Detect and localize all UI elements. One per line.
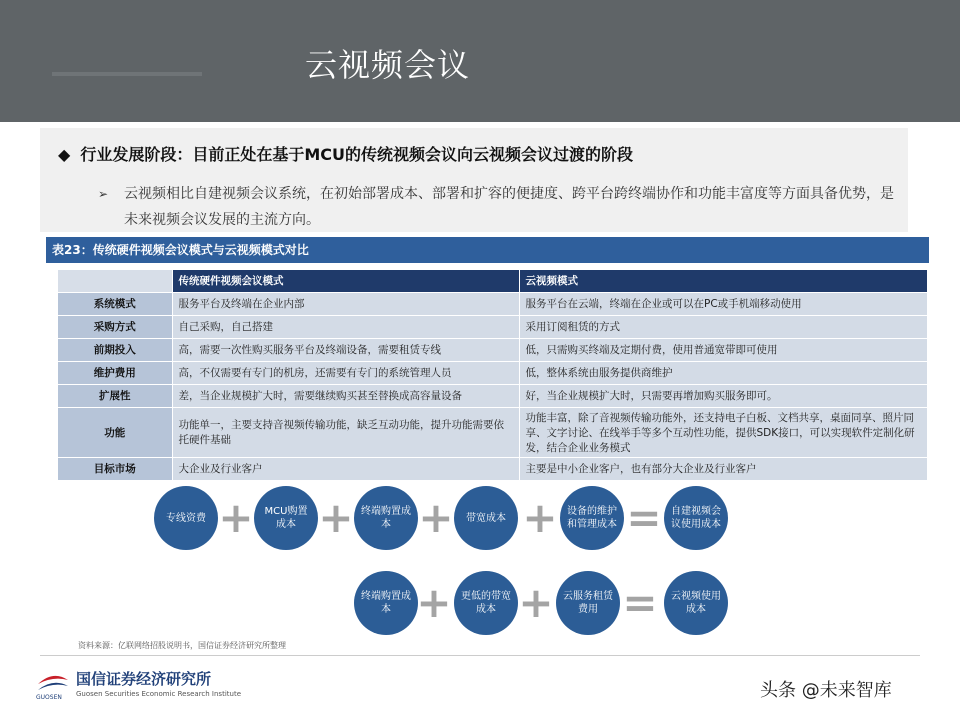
logo-side-text: GUOSEN <box>36 694 62 701</box>
page-title: 云视频会议 <box>305 46 471 84</box>
cost-circle: 终端购置成本 <box>354 571 418 635</box>
table-header-cell: 传统硬件视频会议模式 <box>172 270 519 292</box>
table-cell: 高，需要一次性购买服务平台及终端设备，需要租赁专线 <box>172 338 519 361</box>
table-cell: 好，当企业规模扩大时，只需要再增加购买服务即可。 <box>519 384 928 407</box>
plus-icon: + <box>318 493 354 542</box>
table-cell: 差，当企业规模扩大时，需要继续购买甚至替换成高容量设备 <box>172 384 519 407</box>
plus-icon: + <box>522 493 558 542</box>
intro-bullet-text: 行业发展阶段：目前正处在基于MCU的传统视频会议向云视频会议过渡的阶段 <box>80 145 633 164</box>
table-row <box>58 457 928 480</box>
cost-circle: 设备的维护和管理成本 <box>560 486 624 550</box>
table-cell: 高，不仅需要有专门的机房，还需要有专门的系统管理人员 <box>172 361 519 384</box>
cost-circle: 专线资费 <box>154 486 218 550</box>
plus-icon: + <box>218 493 254 542</box>
table-cell: 低，只需购买终端及定期付费，使用普通宽带即可使用 <box>519 338 928 361</box>
arrow-bullet-icon: ➢ <box>98 187 109 201</box>
table-row <box>58 338 928 361</box>
slide-header <box>0 0 960 122</box>
row-label: 目标市场 <box>58 457 172 480</box>
plus-icon: + <box>418 493 454 542</box>
result-circle: 自建视频会议使用成本 <box>664 486 728 550</box>
source-note: 资料来源：亿联网络招股说明书，国信证券经济研究所整理 <box>78 641 286 650</box>
row-label: 前期投入 <box>58 338 172 361</box>
plus-icon: + <box>416 578 452 627</box>
cost-circle: MCU购置成本 <box>254 486 318 550</box>
intro-sub-text: 云视频相比自建视频会议系统，在初始部署成本、部署和扩容的便捷度、跨平台跨终端协作和功能丰富度等方面具备优势，是未来视频会议发展的主流方向。 <box>124 186 894 228</box>
header-decoration <box>52 72 202 76</box>
table-row <box>58 315 928 338</box>
logo-name: 国信证券经济研究所 <box>76 670 212 688</box>
row-label: 功能 <box>58 407 172 457</box>
intro-bullet <box>58 142 633 165</box>
equals-icon: = <box>626 493 662 542</box>
table-row <box>58 361 928 384</box>
comparison-table <box>58 270 928 481</box>
footer-divider <box>40 655 920 656</box>
intro-box <box>40 128 908 232</box>
cost-circle: 终端购置成本 <box>354 486 418 550</box>
row-label: 扩展性 <box>58 384 172 407</box>
table-cell: 服务平台在云端，终端在企业或可以在PC或手机端移动使用 <box>519 292 928 315</box>
table-cell: 低，整体系统由服务提供商维护 <box>519 361 928 384</box>
table-header-cell: 云视频模式 <box>519 270 928 292</box>
table-cell: 主要是中小企业客户，也有部分大企业及行业客户 <box>519 457 928 480</box>
table-cell: 功能丰富，除了音视频传输功能外，还支持电子白板、文档共享，桌面同享、照片同享、文字讨论、在线举手等多个互动性功能，提供SDK接口，可以实现软件定制化研发，结合企业业务模式 <box>519 407 928 457</box>
table-cell: 采用订阅租赁的方式 <box>519 315 928 338</box>
table-cell: 大企业及行业客户 <box>172 457 519 480</box>
table-header-row <box>58 270 928 292</box>
result-circle: 云视频使用成本 <box>664 571 728 635</box>
diamond-bullet-icon: ◆ <box>58 145 71 164</box>
table-header-cell <box>58 270 172 292</box>
table-row <box>58 407 928 457</box>
watermark: 头条 @未来智库 <box>760 680 892 701</box>
cost-circle: 云服务租赁费用 <box>556 571 620 635</box>
row-label: 系统模式 <box>58 292 172 315</box>
table-cell: 服务平台及终端在企业内部 <box>172 292 519 315</box>
equals-icon: = <box>622 578 658 627</box>
row-label: 采购方式 <box>58 315 172 338</box>
plus-icon: + <box>518 578 554 627</box>
table-title: 表23：传统硬件视频会议模式与云视频模式对比 <box>46 237 929 263</box>
logo-english-name: Guosen Securities Economic Research Institute <box>76 690 241 698</box>
table-cell: 自己采购，自己搭建 <box>172 315 519 338</box>
table-row <box>58 292 928 315</box>
cost-circle: 带宽成本 <box>454 486 518 550</box>
table-cell: 功能单一，主要支持音视频传输功能，缺乏互动功能，提升功能需要依托硬件基础 <box>172 407 519 457</box>
intro-sub <box>98 181 898 233</box>
cost-circle: 更低的带宽成本 <box>454 571 518 635</box>
row-label: 维护费用 <box>58 361 172 384</box>
table-row <box>58 384 928 407</box>
guosen-logo-icon <box>36 670 70 692</box>
